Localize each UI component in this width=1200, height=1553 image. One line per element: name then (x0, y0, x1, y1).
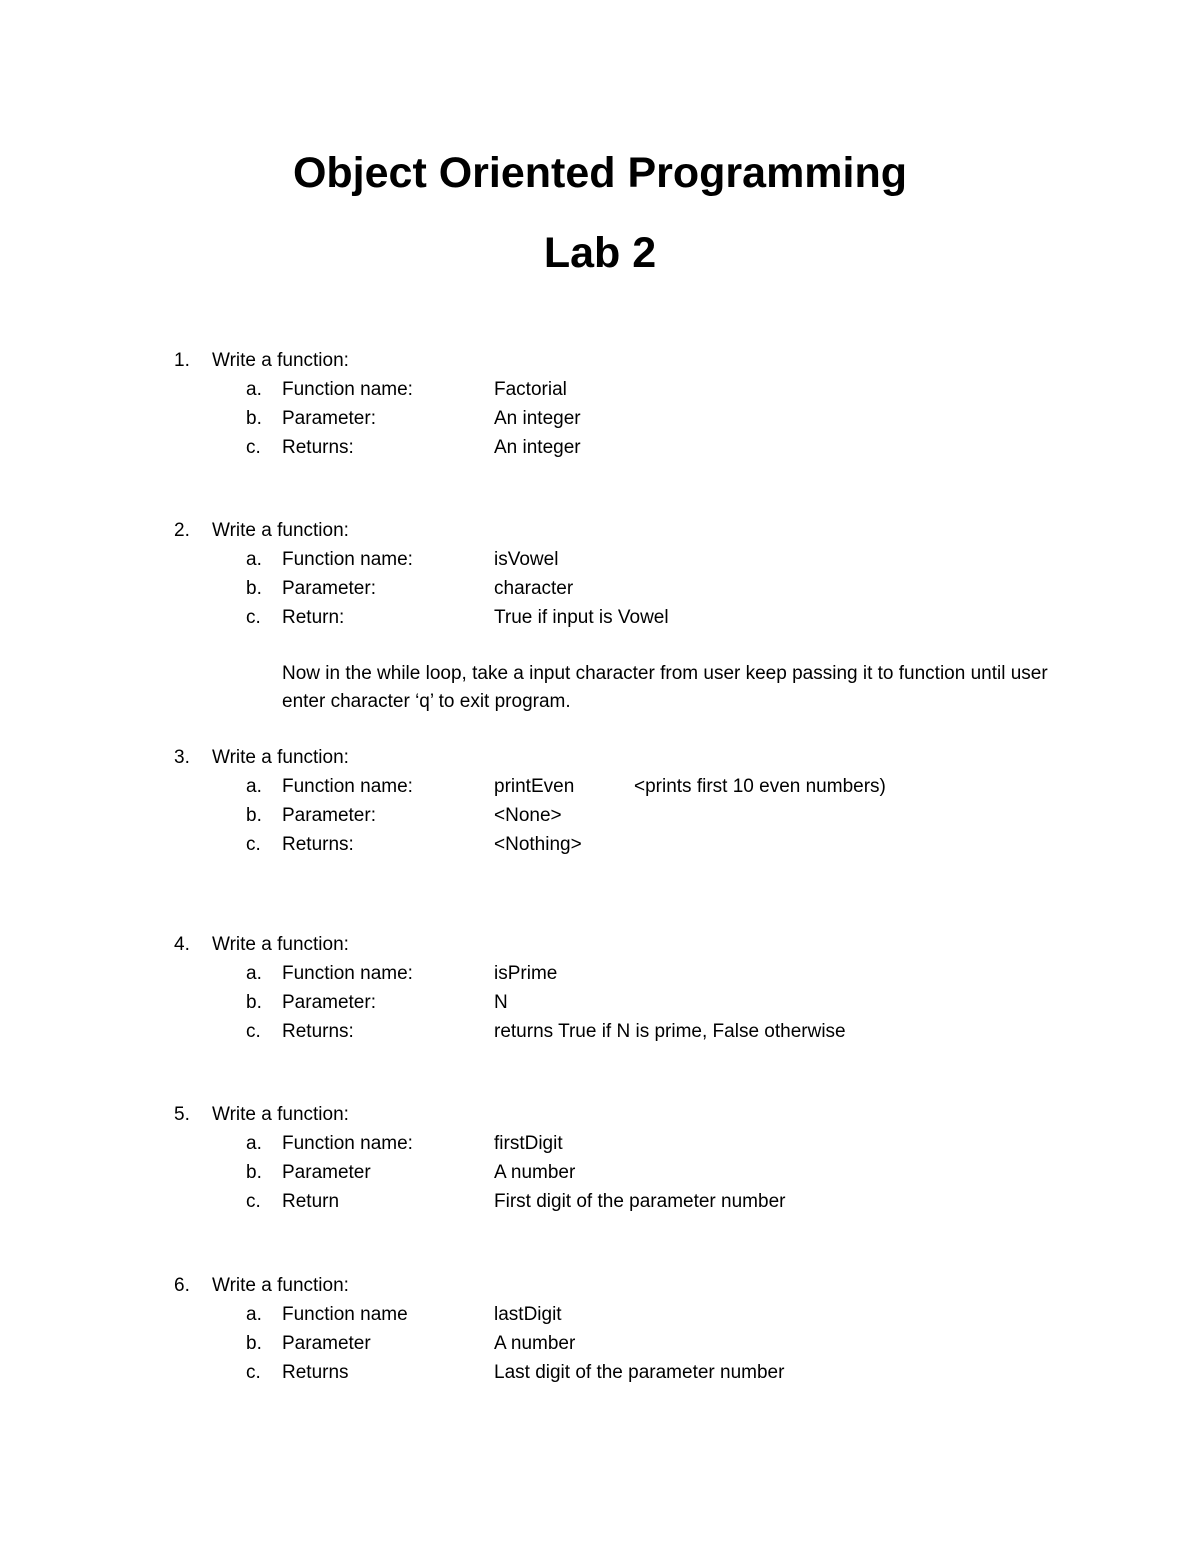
task-number: 5. (174, 1104, 190, 1125)
item-comment: <prints first 10 even numbers) (634, 776, 886, 797)
task-item (0, 1129, 1200, 1158)
item-letter: c. (246, 1362, 261, 1383)
item-label: Function name: (282, 776, 413, 797)
item-label: Parameter: (282, 408, 376, 429)
item-label: Parameter (282, 1162, 371, 1183)
item-label: Returns: (282, 437, 354, 458)
item-value: Last digit of the parameter number (494, 1362, 785, 1383)
task-number: 3. (174, 747, 190, 768)
item-label: Function name: (282, 1133, 413, 1154)
item-letter: c. (246, 834, 261, 855)
task-number: 4. (174, 934, 190, 955)
item-value: isVowel (494, 549, 559, 570)
item-label: Function name: (282, 549, 413, 570)
task-item (0, 404, 1200, 433)
task-note: Now in the while loop, take a input character from user keep passing it to function until user enter character ‘q’ to exit program. (282, 663, 1048, 712)
item-letter: a. (246, 1133, 262, 1154)
task-heading: Write a function: (212, 934, 349, 955)
item-label: Returns: (282, 1021, 354, 1042)
item-label: Return: (282, 607, 345, 628)
item-value: An integer (494, 408, 581, 429)
task-number: 1. (174, 350, 190, 371)
task-heading: Write a function: (212, 747, 349, 768)
item-letter: a. (246, 1304, 262, 1325)
item-letter: b. (246, 408, 262, 429)
item-value: lastDigit (494, 1304, 562, 1325)
task-5 (0, 1100, 1200, 1216)
item-letter: c. (246, 1191, 261, 1212)
task-item (0, 830, 1200, 859)
item-value: A number (494, 1333, 576, 1354)
item-letter: c. (246, 1021, 261, 1042)
task-item (0, 1158, 1200, 1187)
task-item (0, 772, 1200, 801)
item-label: Parameter: (282, 578, 376, 599)
item-letter: b. (246, 578, 262, 599)
item-label: Function name: (282, 963, 413, 984)
item-value: character (494, 578, 574, 599)
item-value: An integer (494, 437, 581, 458)
task-4 (0, 930, 1200, 1046)
item-value: returns True if N is prime, False otherwise (494, 1021, 846, 1042)
item-letter: a. (246, 776, 262, 797)
item-letter: b. (246, 1162, 262, 1183)
task-1 (0, 346, 1200, 462)
task-6 (0, 1271, 1200, 1387)
task-item (0, 1187, 1200, 1216)
task-heading: Write a function: (212, 1275, 349, 1296)
item-value: firstDigit (494, 1133, 563, 1154)
item-letter: b. (246, 805, 262, 826)
item-letter: b. (246, 992, 262, 1013)
task-item (0, 801, 1200, 830)
task-item (0, 959, 1200, 988)
item-letter: a. (246, 549, 262, 570)
task-item (0, 433, 1200, 462)
task-number: 6. (174, 1275, 190, 1296)
item-label: Returns (282, 1362, 349, 1383)
item-value: First digit of the parameter number (494, 1191, 786, 1212)
item-label: Parameter: (282, 805, 376, 826)
task-item (0, 603, 1200, 632)
task-heading: Write a function: (212, 350, 349, 371)
item-value: Factorial (494, 379, 567, 400)
task-item (0, 1300, 1200, 1329)
task-item (0, 1017, 1200, 1046)
item-value: isPrime (494, 963, 558, 984)
item-letter: c. (246, 437, 261, 458)
item-letter: c. (246, 607, 261, 628)
task-2 (0, 516, 1200, 735)
item-value: printEven (494, 776, 575, 797)
task-item (0, 545, 1200, 574)
item-label: Function name: (282, 379, 413, 400)
task-item (0, 988, 1200, 1017)
item-letter: a. (246, 379, 262, 400)
task-item (0, 1358, 1200, 1387)
item-label: Parameter: (282, 992, 376, 1013)
item-value: <None> (494, 805, 562, 826)
item-value: A number (494, 1162, 576, 1183)
item-label: Function name (282, 1304, 408, 1325)
task-3 (0, 743, 1200, 859)
item-letter: a. (246, 963, 262, 984)
document-subtitle: Lab 2 (543, 229, 657, 277)
item-label: Returns: (282, 834, 354, 855)
task-number: 2. (174, 520, 190, 541)
task-item (0, 574, 1200, 603)
task-item (0, 1329, 1200, 1358)
item-label: Return (282, 1191, 340, 1212)
item-value: N (494, 992, 508, 1013)
document-title: Object Oriented Programming (292, 149, 908, 197)
item-letter: b. (246, 1333, 262, 1354)
item-value: <Nothing> (494, 834, 582, 855)
item-label: Parameter (282, 1333, 371, 1354)
item-value: True if input is Vowel (494, 607, 669, 628)
task-heading: Write a function: (212, 1104, 349, 1125)
task-item (0, 375, 1200, 404)
task-heading: Write a function: (212, 520, 349, 541)
